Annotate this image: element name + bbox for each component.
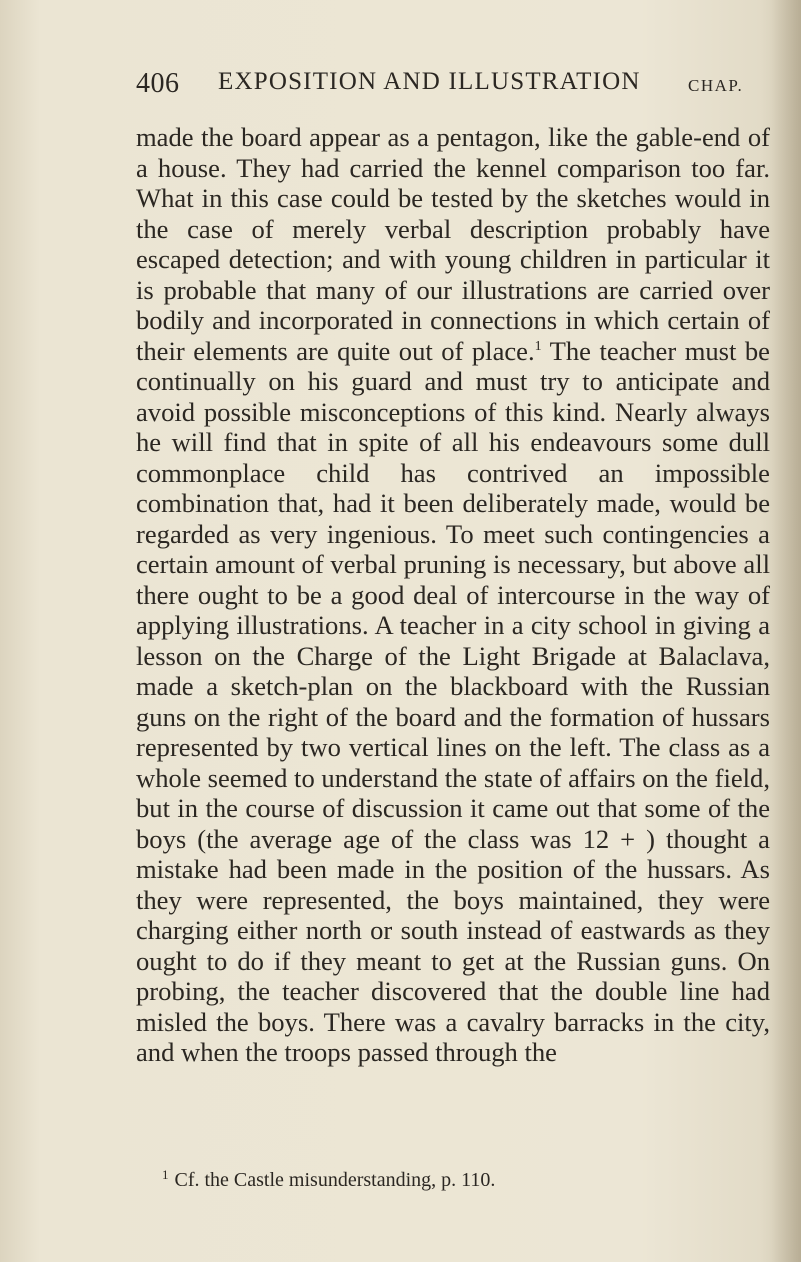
footnote-reference: 1 — [534, 338, 542, 354]
running-title: EXPOSITION AND ILLUSTRATION — [218, 68, 641, 95]
footnote — [162, 1163, 762, 1192]
footnote-marker: 1 — [162, 1167, 169, 1182]
body-text-part-1: made the board appear as a pentagon, like the gable-end of a house. They had carried the kennel comparison too far. What in this case could be tested by the sketches would in the case of merely verbal description probably have escaped detection; and with young children in particular it is probable that many of our illustrations are carried over bodily and incorporated in connections in which certain of their elements are quite out of place. — [136, 122, 770, 366]
footnote-text: Cf. the Castle misunderstanding, p. 110. — [174, 1169, 496, 1191]
body-paragraph — [136, 122, 770, 1068]
body-text-part-2: The teacher must be continually on his guard and must try to anticipate and avoid possible misconceptions of this kind. Nearly always he will find that in spite of all his endeavours some dull commonplace child has contrived an impossible combination that, had it been deliberately made, would be regarded as very ingenious. To meet such contingencies a certain amount of verbal pruning is necessary, but above all there ought to be a good deal of intercourse in the way of applying illustrations. A teacher in a city school in giving a lesson on the Charge of the Light Brigade at Balaclava, made a sketch-plan on the blackboard with the Russian guns on the right of the board and the formation of hussars represented by two vertical lines on the left. The class as a whole seemed to understand the state of affairs on the field, but in the course of discussion it came out that some of the boys (the average age of the class was 12 + ) thought a mistake had been made in the position of the hussars. As they were represented, the boys maintained, they were charging either north or south instead of eastwards as they ought to do if they meant to get at the Russian guns. On probing, the teacher discovered that the double line had misled the boys. There was a cavalry barracks in the city, and when the troops passed through the — [136, 335, 770, 1067]
chapter-abbreviation: CHAP. — [688, 76, 744, 95]
page-edge-shadow — [771, 0, 801, 1262]
page-number: 406 — [136, 68, 180, 99]
page-header — [136, 68, 766, 108]
